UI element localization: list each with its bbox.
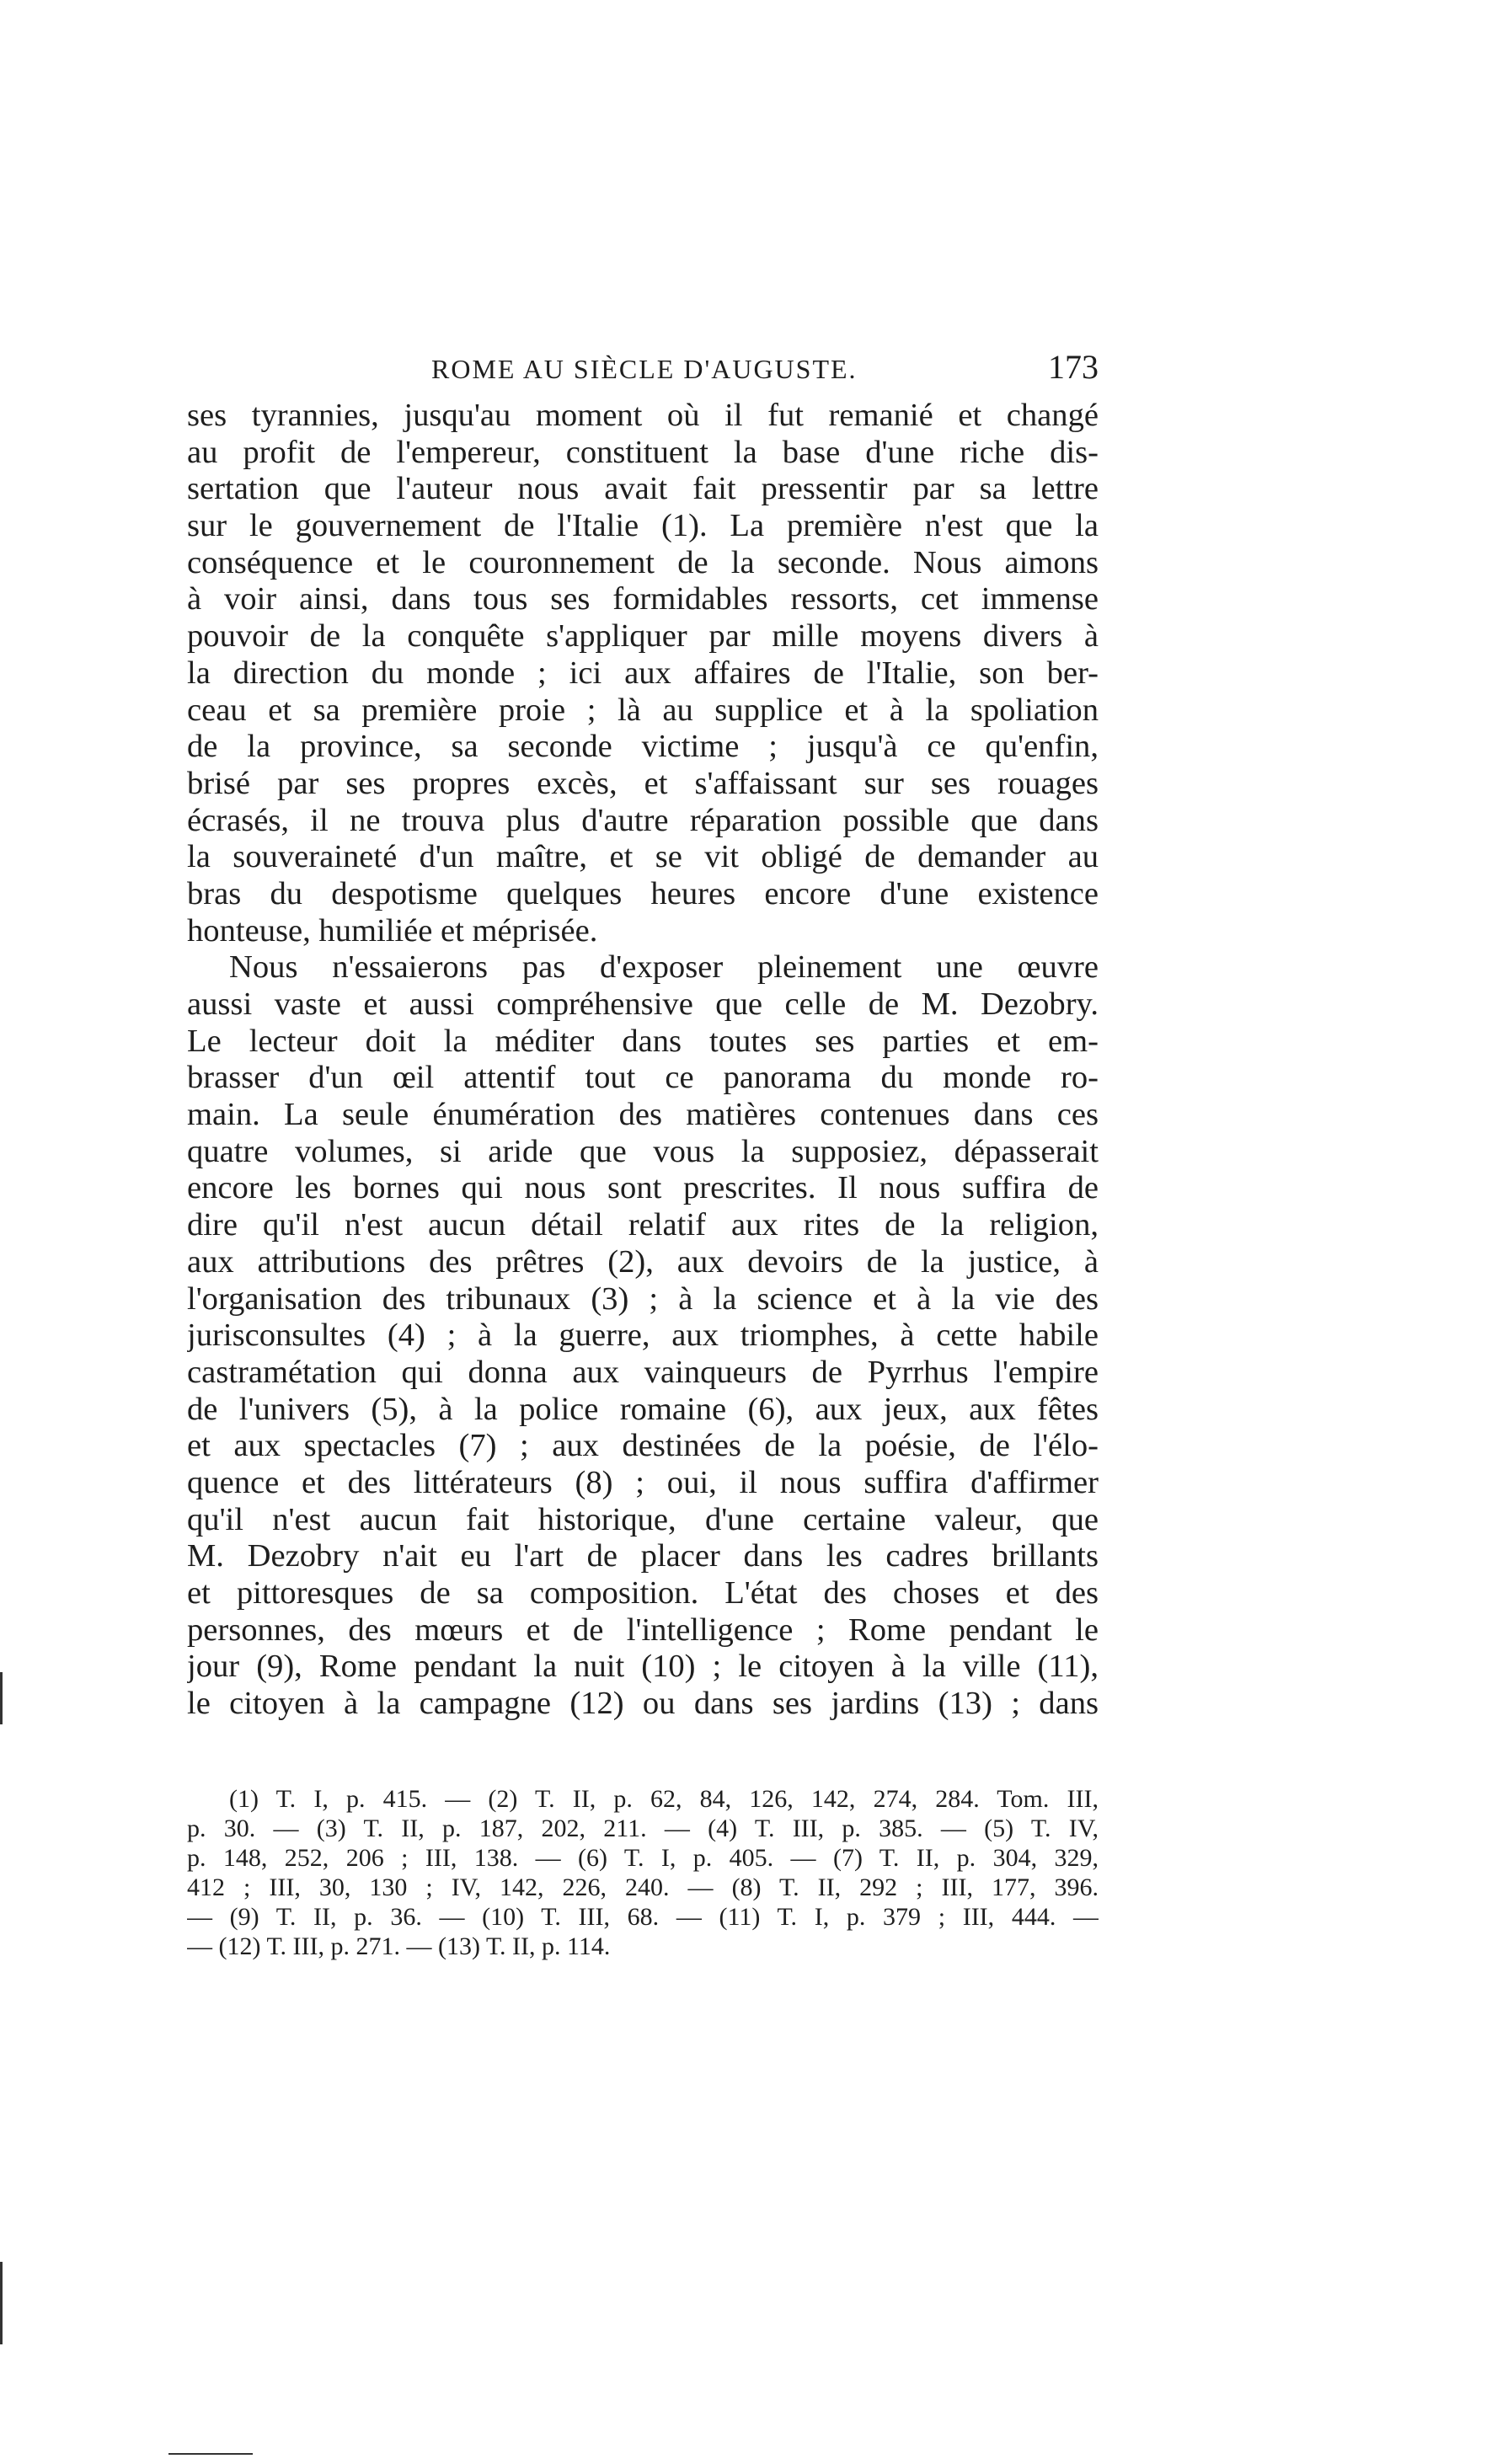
text-line: quatre volumes, si aride que vous la supposiez, dépasserait — [187, 1133, 1099, 1169]
text-line: bras du despotisme quelques heures encore d'une existence — [187, 875, 1099, 911]
body-text — [187, 398, 1099, 1723]
text-line: de l'univers (5), à la police romaine (6), aux jeux, aux fêtes — [187, 1391, 1099, 1427]
footnote-line: p. 30. — (3) T. II, p. 187, 202, 211. — (4) T. III, p. 385. — (5) T. IV, — [187, 1815, 1099, 1842]
running-head — [187, 347, 1099, 398]
text-line: et aux spectacles (7) ; aux destinées de la poésie, de l'élo- — [187, 1428, 1099, 1464]
text-line: l'organisation des tribunaux (3) ; à la science et à la vie des — [187, 1280, 1099, 1317]
text-line: personnes, des mœurs et de l'intelligence ; Rome pendant le — [187, 1611, 1099, 1648]
text-line: brisé par ses propres excès, et s'affaissant sur ses rouages — [187, 765, 1099, 801]
text-line: aux attributions des prêtres (2), aux devoirs de la justice, à — [187, 1243, 1099, 1280]
text-line: sur le gouvernement de l'Italie (1). La première n'est que la — [187, 508, 1099, 544]
text-line: écrasés, il ne trouva plus d'autre réparation possible que dans — [187, 802, 1099, 838]
footnote-line: (1) T. I, p. 415. — (2) T. II, p. 62, 84, 126, 142, 274, 284. Tom. III, — [229, 1785, 1099, 1813]
text-line: main. La seule énumération des matières contenues dans ces — [187, 1097, 1099, 1133]
text-line: castramétation qui donna aux vainqueurs de Pyrrhus l'empire — [187, 1354, 1099, 1390]
text-line: encore les bornes qui nous sont prescrites. Il nous suffira de — [187, 1170, 1099, 1206]
footnote-line: — (12) T. III, p. 271. — (13) T. II, p. 114. — [187, 1932, 611, 1960]
text-line: la direction du monde ; ici aux affaires de l'Italie, son ber- — [187, 655, 1099, 691]
text-line: et pittoresques de sa composition. L'état des choses et des — [187, 1575, 1099, 1611]
scan-mark — [0, 1672, 3, 1724]
scan-mark — [168, 2453, 253, 2455]
text-line: conséquence et le couronnement de la seconde. Nous aimons — [187, 544, 1099, 580]
footnotes — [187, 1784, 1099, 1961]
scan-mark — [0, 2262, 3, 2344]
text-line: ceau et sa première proie ; là au supplice et à la spoliation — [187, 692, 1099, 728]
page-number: 173 — [1048, 348, 1099, 386]
text-line: jurisconsultes (4) ; à la guerre, aux triomphes, à cette habile — [187, 1318, 1099, 1354]
text-line: dire qu'il n'est aucun détail relatif aux rites de la religion, — [187, 1207, 1099, 1243]
running-title: ROME AU SIÈCLE D'AUGUSTE. — [431, 354, 858, 384]
text-line: au profit de l'empereur, constituent la base d'une riche dis- — [187, 434, 1099, 470]
text-line: à voir ainsi, dans tous ses formidables ressorts, cet immense — [187, 581, 1099, 617]
text-line: ses tyrannies, jusqu'au moment où il fut remanié et changé — [187, 398, 1099, 433]
text-line: brasser d'un œil attentif tout ce panorama du monde ro- — [187, 1060, 1099, 1096]
text-line: quence et des littérateurs (8) ; oui, il nous suffira d'affirmer — [187, 1464, 1099, 1500]
text-line: la souveraineté d'un maître, et se vit obligé de demander au — [187, 839, 1099, 875]
text-line: sertation que l'auteur nous avait fait pressentir par sa lettre — [187, 471, 1099, 507]
footnote-line: — (9) T. II, p. 36. — (10) T. III, 68. — (11) T. I, p. 379 ; III, 444. — — [187, 1903, 1099, 1931]
text-line: de la province, sa seconde victime ; jusqu'à ce qu'enfin, — [187, 729, 1099, 765]
text-line: qu'il n'est aucun fait historique, d'une certaine valeur, que — [187, 1501, 1099, 1537]
text-line: pouvoir de la conquête s'appliquer par mille moyens divers à — [187, 618, 1099, 655]
text-line: jour (9), Rome pendant la nuit (10) ; le citoyen à la ville (11), — [187, 1649, 1099, 1685]
footnote-line: 412 ; III, 30, 130 ; IV, 142, 226, 240. — (8) T. II, 292 ; III, 177, 396. — [187, 1873, 1099, 1901]
text-line: M. Dezobry n'ait eu l'art de placer dans les cadres brillants — [187, 1538, 1099, 1574]
footnote-line: p. 148, 252, 206 ; III, 138. — (6) T. I, p. 405. — (7) T. II, p. 304, 329, — [187, 1844, 1099, 1872]
text-line: le citoyen à la campagne (12) ou dans ses jardins (13) ; dans — [187, 1686, 1099, 1722]
text-line: aussi vaste et aussi compréhensive que celle de M. Dezobry. — [187, 986, 1099, 1022]
text-line: honteuse, humiliée et méprisée. — [187, 912, 598, 949]
text-line: Le lecteur doit la méditer dans toutes ses parties et em- — [187, 1023, 1099, 1059]
paragraph-start-line: Nous n'essaierons pas d'exposer pleinement une œuvre — [229, 949, 1099, 986]
